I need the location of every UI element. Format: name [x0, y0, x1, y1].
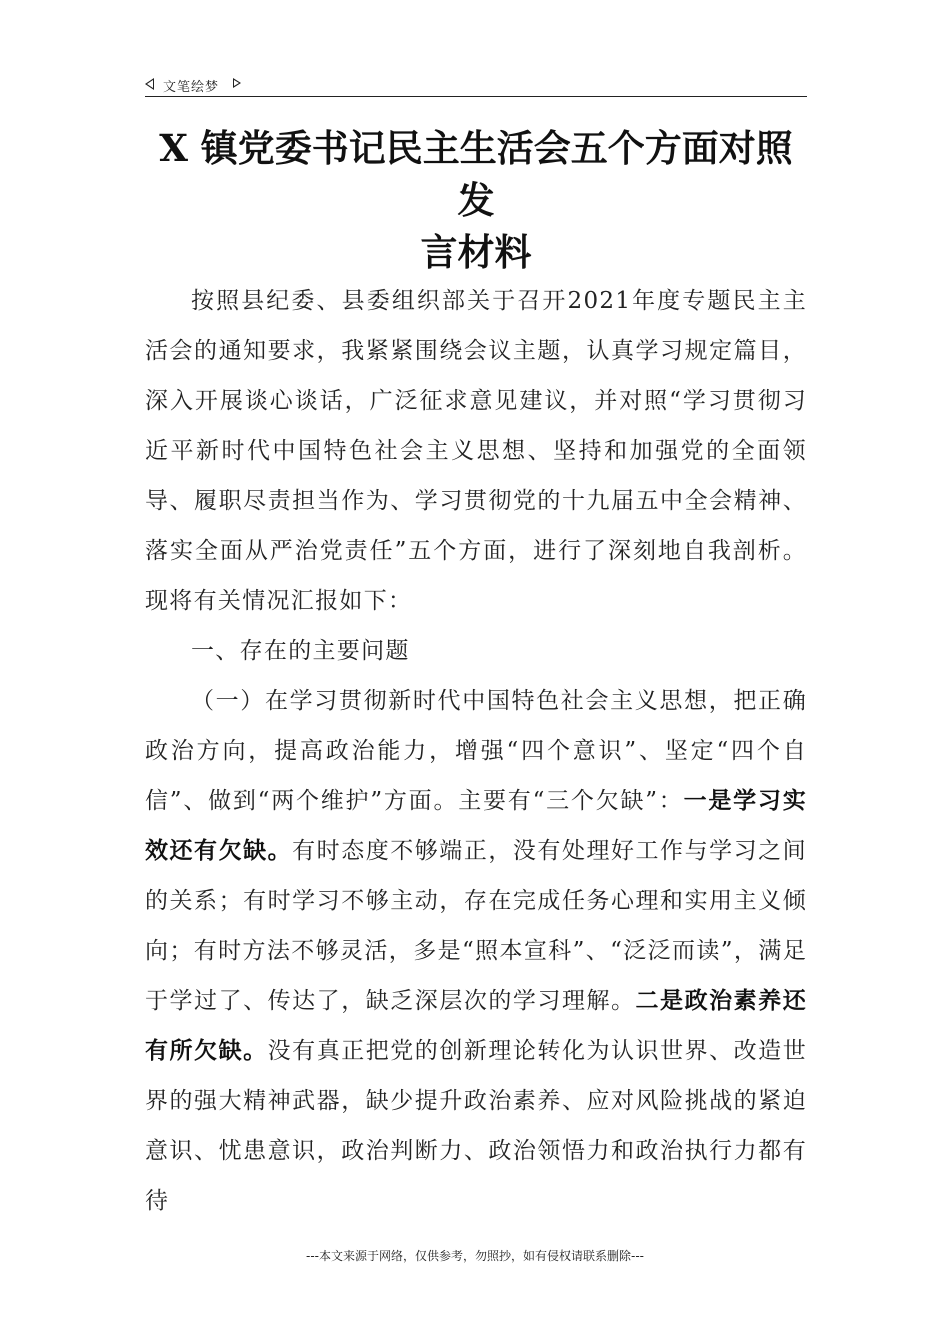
title-line-1: X 镇党委书记民主生活会五个方面对照发	[159, 126, 793, 222]
problem-paragraph-1	[145, 676, 807, 1226]
paragraph-text-1: 有时态度不够端正，没有处理好工作与学习之间的关系；有时学习不够主动，存在完成任务心理和实用主义倾向；有时方法不够灵活，多是“照本宣科”、“泛泛而读”，满足于学过了、传达了，缺乏深层次的学习理解。	[145, 838, 807, 1014]
triangle-left-icon	[145, 78, 154, 90]
document-body	[145, 276, 807, 1226]
section-heading: 一、存在的主要问题	[191, 638, 410, 664]
document-title	[145, 122, 807, 278]
bold-point-2: 二是政治素养还有所欠缺。	[145, 987, 807, 1064]
title-line-2: 言材料	[420, 230, 532, 274]
paragraph-lead: （一）在学习贯彻新时代中国特色社会主义思想，把正确政治方向，提高政治能力，增强“四个意识”、坚定“四个自信”、做到“两个维护”方面。主要有“三个欠缺”：	[145, 688, 807, 814]
intro-paragraph: 按照县纪委、县委组织部关于召开2021年度专题民主主活会的通知要求，我紧紧围绕会议主题，认真学习规定篇目，深入开展谈心谈话，广泛征求意见建议，并对照“学习贯彻习近平新时代中国特色社会主义思想、坚持和加强党的全面领导、履职尽责担当作为、学习贯彻党的十九届五中全会精神、落实全面从严治党责任”五个方面，进行了深刻地自我剖析。现将有关情况汇报如下：	[145, 288, 807, 614]
header-brand: 文笔绘梦	[163, 80, 220, 95]
page-header	[145, 74, 807, 97]
bold-point-1: 一是学习实效还有欠缺。	[145, 787, 807, 864]
footer-notice: ---本文来源于网络，仅供参考，勿照抄，如有侵权请联系删除---	[306, 1249, 644, 1263]
triangle-right-icon	[233, 78, 241, 88]
paragraph-text-2: 没有真正把党的创新理论转化为认识世界、改造世界的强大精神武器，缺少提升政治素养、应对风险挑战的紧迫意识、忧患意识，政治判断力、政治领悟力和政治执行力都有待	[145, 1038, 807, 1214]
